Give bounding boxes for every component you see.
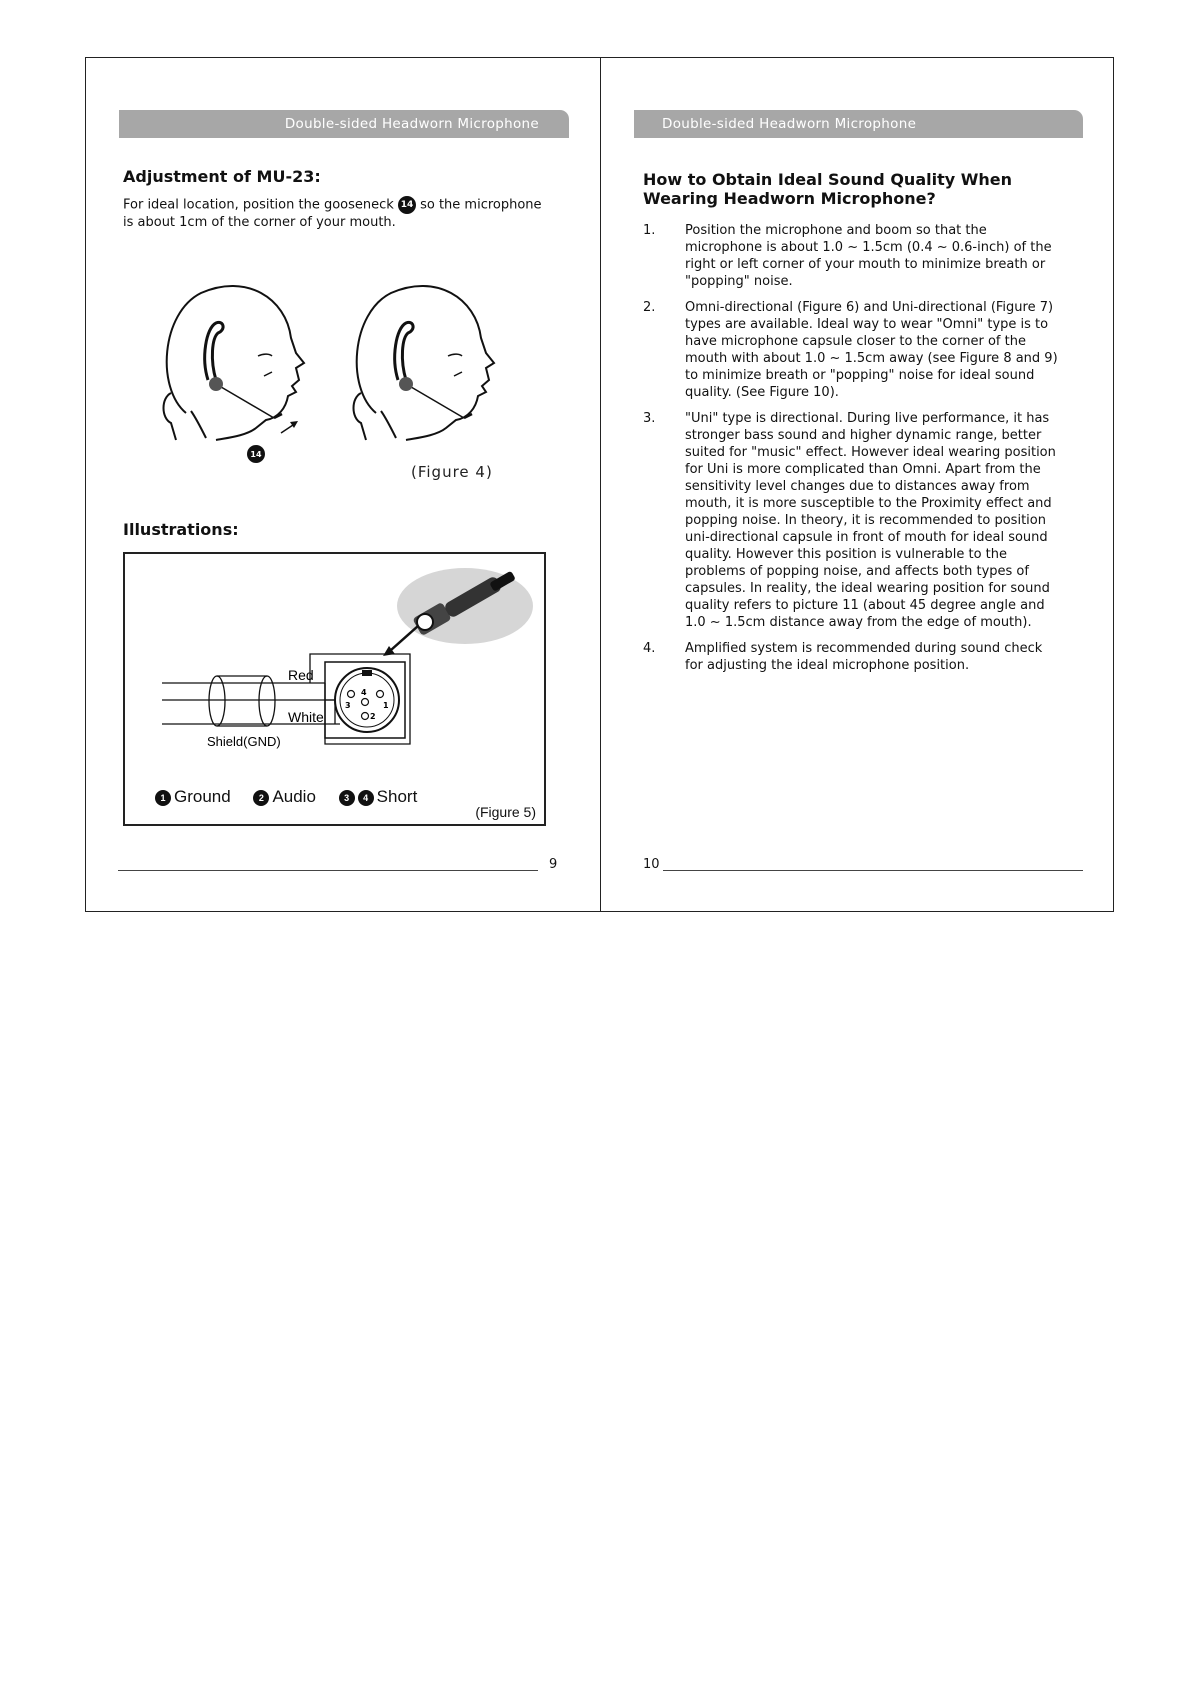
step-number: 1. xyxy=(643,223,656,238)
right-page-banner: Double-sided Headworn Microphone xyxy=(634,110,1083,138)
step-item xyxy=(643,299,1063,401)
figure5-caption: (Figure 5) xyxy=(475,804,536,820)
figure4-caption: (Figure 4) xyxy=(411,463,493,481)
adjustment-intro xyxy=(123,196,543,231)
illustrations-heading: Illustrations: xyxy=(123,520,239,539)
right-footer-line xyxy=(663,870,1083,871)
step-number: 4. xyxy=(643,641,656,656)
legend-badge-3: 3 xyxy=(339,790,355,806)
step-text: Amplified system is recommended during sound check for adjusting the ideal microphone position. xyxy=(685,641,1043,673)
step-text: Position the microphone and boom so that the microphone is about 1.0 ~ 1.5cm (0.4 ~ 0.6-inch) of the right or left corner of your mouth to minimize breath or "popping" noise. xyxy=(685,223,1052,289)
head-illustration-right xyxy=(354,286,495,440)
left-page xyxy=(86,58,601,911)
intro-text-part1: For ideal location, position the gooseneck xyxy=(123,197,394,213)
legend-badge-1: 1 xyxy=(155,790,171,806)
step-item xyxy=(643,222,1063,290)
step-item xyxy=(643,410,1063,631)
adjustment-heading: Adjustment of MU-23: xyxy=(123,167,321,186)
left-footer-line xyxy=(118,870,538,871)
sound-quality-steps xyxy=(643,222,1063,683)
gooseneck-badge: 14 xyxy=(398,196,416,214)
left-page-banner: Double-sided Headworn Microphone xyxy=(119,110,569,138)
legend-badge-2: 2 xyxy=(253,790,269,806)
legend-ground xyxy=(155,787,235,806)
step-number: 3. xyxy=(643,411,656,426)
legend-audio-label: Audio xyxy=(272,787,316,806)
right-page xyxy=(601,58,1113,911)
left-page-number: 9 xyxy=(549,857,558,872)
legend-badge-4: 4 xyxy=(358,790,374,806)
step-number: 2. xyxy=(643,300,656,315)
legend-short xyxy=(339,787,418,806)
pin-3-label: 3 xyxy=(345,701,351,710)
xlr-socket xyxy=(325,662,405,738)
pin-1-label: 1 xyxy=(383,701,389,710)
pin-4-label: 4 xyxy=(361,688,367,697)
figure4-head-illustrations xyxy=(146,268,546,468)
right-page-number: 10 xyxy=(643,857,660,872)
legend-ground-label: Ground xyxy=(174,787,231,806)
wire-label-red: Red xyxy=(288,667,314,683)
intro-text-part2: so the microphone is about 1cm of the corner of your mouth. xyxy=(123,197,542,230)
step-text: Omni-directional (Figure 6) and Uni-directional (Figure 7) types are available. Ideal way to wear "Omni" type is to have microphone capsule closer to the corner of the mouth with about 1.0 ~ 1.5cm away (see Figure 8 and 9) to minimize breath or "popping" noise for ideal sound quality. (See Figure 10). xyxy=(685,300,1058,400)
plug-arrow xyxy=(391,626,418,650)
step-text: "Uni" type is directional. During live performance, it has stronger bass sound and higher dynamic range, better suited for "music" effect. However ideal wearing position for Uni is more complicated than Omni. Apart from the sensitivity level changes due to distances away from mouth, it is more susceptible to the Proximity effect and popping noise. In theory, it is recommended to position uni-directional capsule in front of mouth for ideal sound quality. However this position is vulnerable to the problems of popping noise, and affects both types of capsules. In reality, the ideal wearing position for sound quality refers to picture 11 (about 45 degree angle and 1.0 ~ 1.5cm distance away from the edge of mouth). xyxy=(685,411,1056,630)
figure5-wiring-box xyxy=(123,552,546,826)
wiring-diagram xyxy=(125,554,544,754)
booklet-spread xyxy=(85,57,1114,912)
pin-2-label: 2 xyxy=(370,712,376,721)
wire-label-shield: Shield(GND) xyxy=(207,734,281,749)
legend-short-label: Short xyxy=(376,787,418,806)
figure4-badge: 14 xyxy=(250,450,262,459)
step-item xyxy=(643,640,1063,674)
legend-audio xyxy=(253,787,320,806)
head-left-ear-capsule xyxy=(209,377,223,391)
pin-legend xyxy=(155,787,435,807)
wire-label-white: White xyxy=(288,709,324,725)
sound-quality-heading: How to Obtain Ideal Sound Quality When Wearing Headworn Microphone? xyxy=(643,170,1013,208)
head-illustration-left xyxy=(164,286,305,440)
